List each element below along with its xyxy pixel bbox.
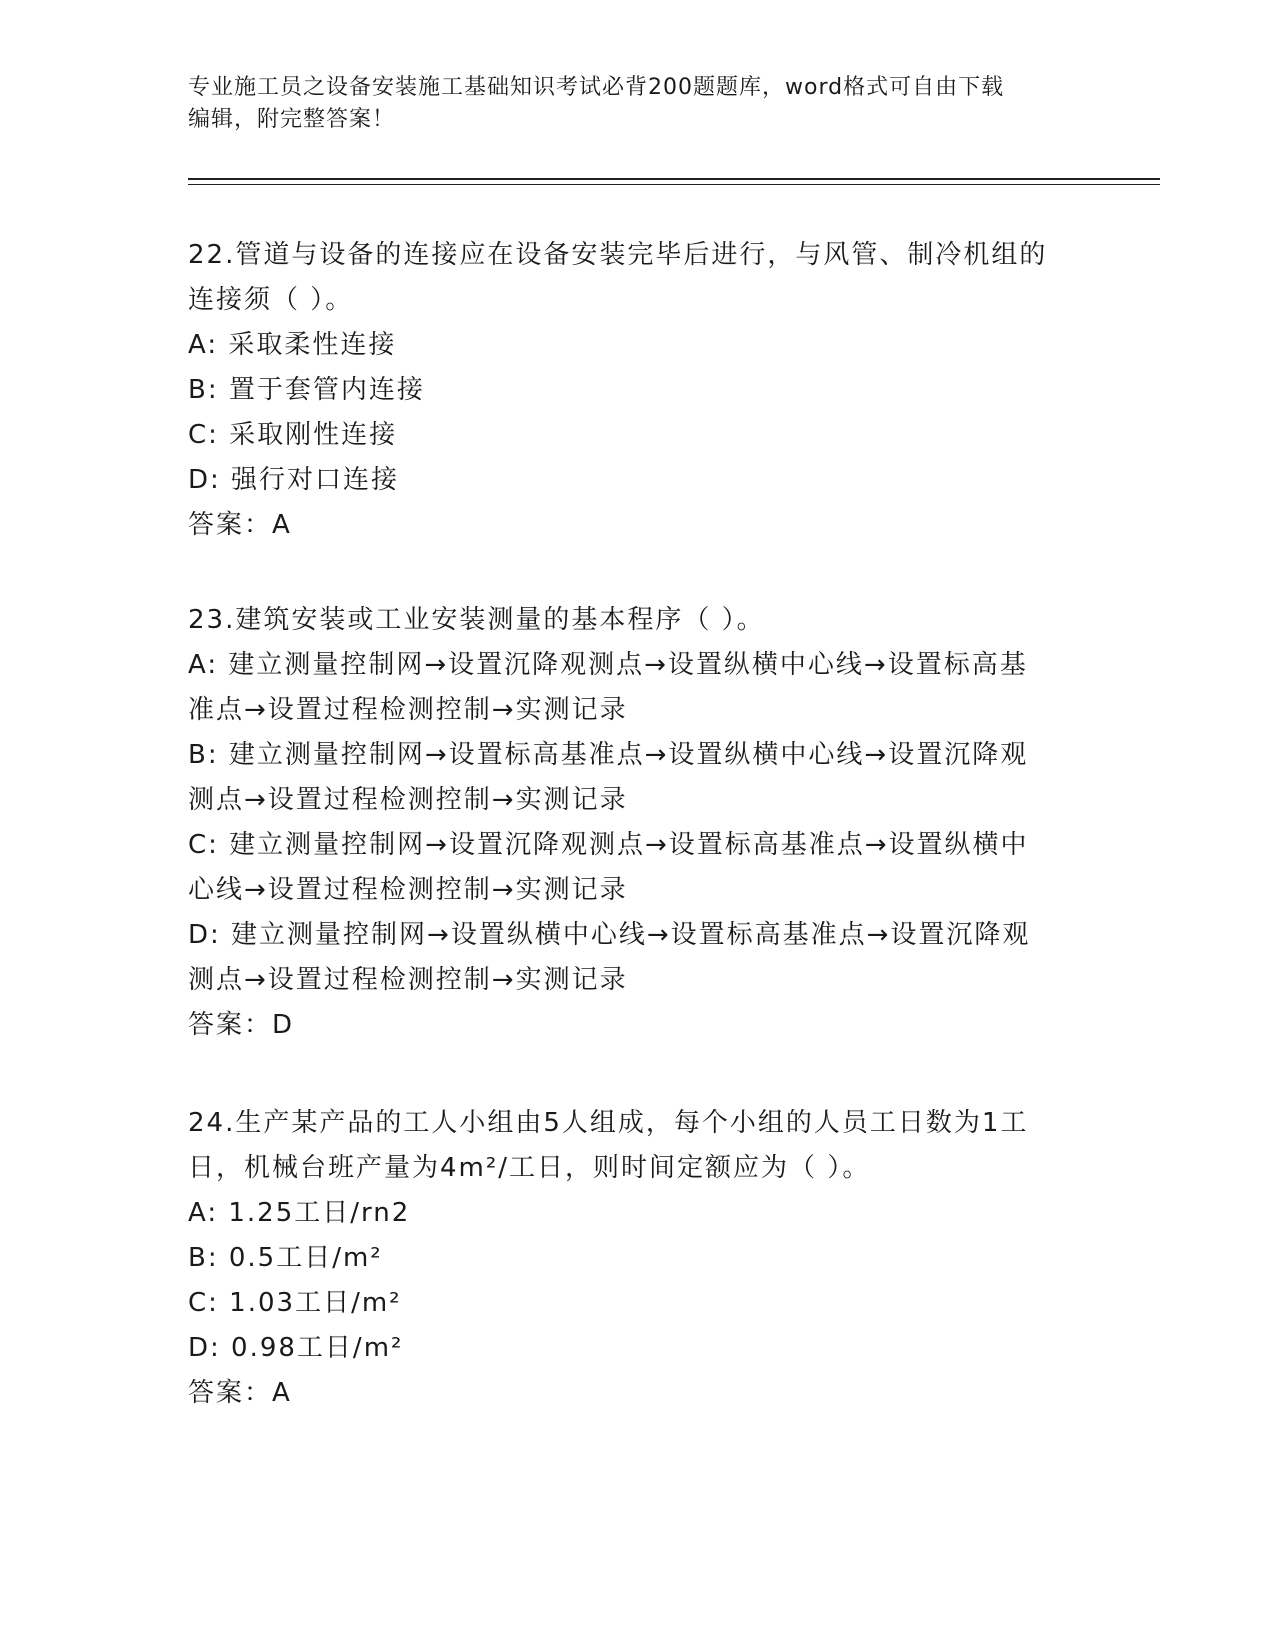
header-line: 编辑，附完整答案！ — [188, 107, 396, 132]
option-b: B: 建立测量控制网→设置标高基准点→设置纵横中心线→设置沉降观 — [188, 740, 1029, 770]
question-stem: 23.建筑安装或工业安装测量的基本程序（ ）。 — [188, 605, 765, 635]
answer-label: 答案：A — [188, 1378, 292, 1408]
option-a: A: 1.25工日/rn2 — [188, 1198, 411, 1228]
option-a-continued: 准点→设置过程检测控制→实测记录 — [188, 695, 628, 725]
header-divider — [188, 178, 1160, 185]
option-c: C: 采取刚性连接 — [188, 420, 398, 450]
answer-label: 答案：D — [188, 1010, 295, 1040]
header-line: 专业施工员之设备安装施工基础知识考试必背200题题库，word格式可自由下载 — [188, 75, 1005, 100]
option-d-continued: 测点→设置过程检测控制→实测记录 — [188, 965, 628, 995]
option-d: D: 强行对口连接 — [188, 465, 400, 495]
question-stem: 24.生产某产品的工人小组由5人组成，每个小组的人员工日数为1工 — [188, 1108, 1029, 1138]
option-b-continued: 测点→设置过程检测控制→实测记录 — [188, 785, 628, 815]
option-c-continued: 心线→设置过程检测控制→实测记录 — [188, 875, 628, 905]
option-a: A: 采取柔性连接 — [188, 330, 397, 360]
option-c: C: 建立测量控制网→设置沉降观测点→设置标高基准点→设置纵横中 — [188, 830, 1029, 860]
question-stem: 日，机械台班产量为4m²/工日，则时间定额应为（ ）。 — [188, 1153, 871, 1183]
option-d: D: 0.98工日/m² — [188, 1333, 404, 1363]
option-a: A: 建立测量控制网→设置沉降观测点→设置纵横中心线→设置标高基 — [188, 650, 1028, 680]
question-24 — [188, 1101, 1088, 1416]
option-c: C: 1.03工日/m² — [188, 1288, 402, 1318]
document-header — [188, 72, 1088, 136]
option-b: B: 0.5工日/m² — [188, 1243, 383, 1273]
answer-label: 答案：A — [188, 510, 292, 540]
option-b: B: 置于套管内连接 — [188, 375, 425, 405]
question-stem: 连接须（ ）。 — [188, 285, 354, 315]
option-d: D: 建立测量控制网→设置纵横中心线→设置标高基准点→设置沉降观 — [188, 920, 1031, 950]
question-23 — [188, 598, 1088, 1048]
question-22 — [188, 233, 1088, 548]
question-stem: 22.管道与设备的连接应在设备安装完毕后进行，与风管、制冷机组的 — [188, 240, 1048, 270]
